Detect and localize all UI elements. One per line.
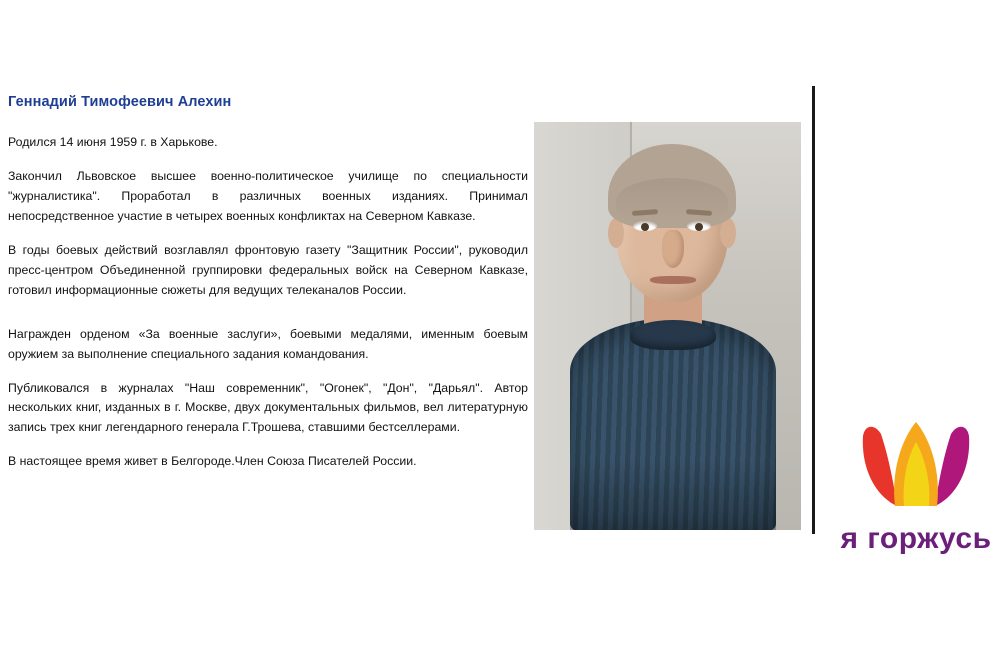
photo-nose [662, 230, 684, 268]
tulip-icon [857, 416, 975, 512]
bio-paragraph-6: В настоящее время живет в Белгороде.Член Союза Писателей России. [8, 454, 417, 469]
bio-paragraph-3: В годы боевых действий возглавлял фронтовую газету "Защитник России", руководил пресс-центром Объединенной группировки федеральных войск на Северном Кавказе, готовил информационные сюжеты для ведущих телеканалов России. [8, 243, 528, 297]
photo-mouth [650, 276, 696, 284]
paragraph-spacer [8, 315, 528, 325]
portrait-photo [534, 122, 801, 530]
photo-pupil-left [641, 223, 649, 231]
bio-paragraph-2: Закончил Львовское высшее военно-политическое училище по специальности "журналистика". Проработал в различных военных изданиях. Принимал непосредственное участие в четырех военных конфликтах на Северном Кавказе. [8, 169, 528, 224]
bio-paragraph-4: Награжден орденом «За военные заслуги», боевыми медалями, именным боевым оружием за выполнение специального задания командования. [8, 326, 528, 361]
logo-caption: я горжусь [840, 522, 992, 555]
photo-pupil-right [695, 223, 703, 231]
vertical-divider [812, 86, 815, 534]
photo-shadow [570, 460, 776, 530]
bio-paragraph-1: Родился 14 июня 1959 г. в Харькове. [8, 135, 218, 150]
biography-block [8, 94, 528, 472]
bio-paragraph-5: Публиковался в журналах "Наш современник", "Огонек", "Дон", "Дарьял". Автор нескольких книг, изданных в г. Москве, двух документальных фильмов, вел литературную запись трех книг легендарного генерала Г.Трошева, ставшими бестселлерами. [8, 380, 528, 435]
logo-block [836, 416, 996, 554]
page-title: Геннадий Тимофеевич Алехин [8, 94, 232, 110]
photo-collar [630, 320, 716, 350]
